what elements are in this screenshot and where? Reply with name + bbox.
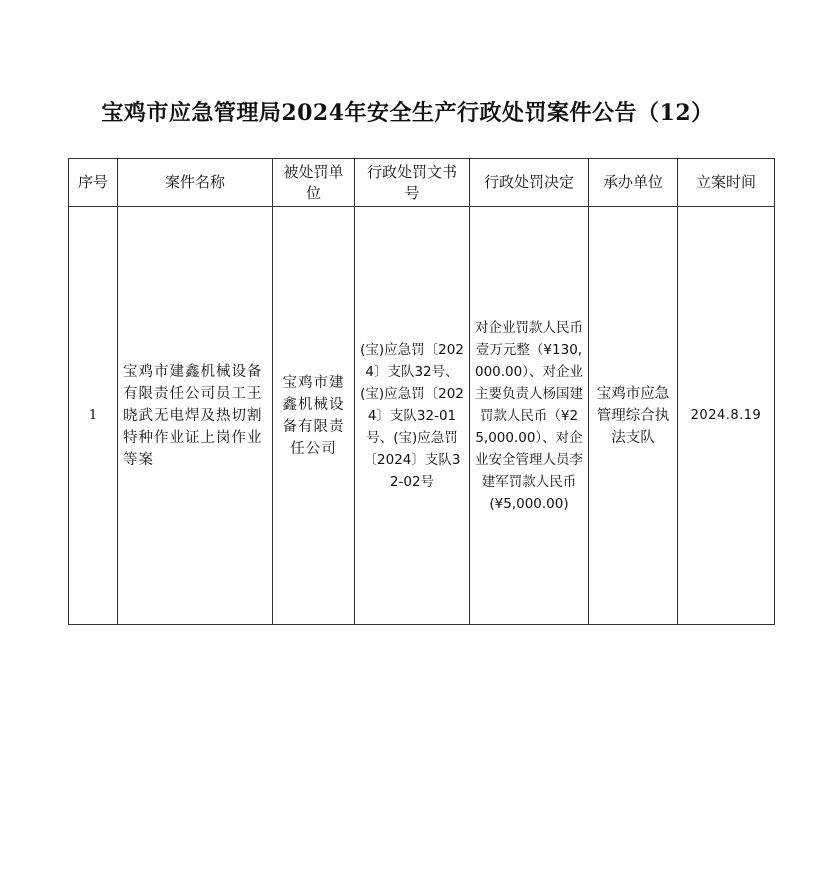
cell-party: 宝鸡市建鑫机械设备有限责任公司 xyxy=(273,207,355,625)
header-party: 被处罚单位 xyxy=(273,159,355,207)
header-doc-no: 行政处罚文书号 xyxy=(355,159,470,207)
header-decision: 行政处罚决定 xyxy=(470,159,589,207)
cell-decision: 对企业罚款人民币壹万元整（¥130,000.00）、对企业主要负责人杨国建罚款人民币（¥25,000.00）、对企业安全管理人员李建军罚款人民币(¥5,000.00) xyxy=(470,207,589,625)
table-row xyxy=(69,207,775,625)
cell-doc-no: (宝)应急罚〔2024〕支队32号、(宝)应急罚〔2024〕支队32-01号、(宝)应急罚〔2024〕支队32-02号 xyxy=(355,207,470,625)
header-date: 立案时间 xyxy=(678,159,775,207)
table-header-row xyxy=(69,159,775,207)
header-case-name: 案件名称 xyxy=(118,159,273,207)
case-table xyxy=(68,158,775,625)
cell-case-name: 宝鸡市建鑫机械设备有限责任公司员工王晓武无电焊及热切割特种作业证上岗作业等案 xyxy=(118,207,273,625)
cell-date: 2024.8.19 xyxy=(678,207,775,625)
cell-seq: 1 xyxy=(69,207,118,625)
header-dept: 承办单位 xyxy=(589,159,678,207)
page-title: 宝鸡市应急管理局2024年安全生产行政处罚案件公告（12） xyxy=(101,100,714,126)
cell-dept: 宝鸡市应急管理综合执法支队 xyxy=(589,207,678,625)
header-seq: 序号 xyxy=(69,159,118,207)
